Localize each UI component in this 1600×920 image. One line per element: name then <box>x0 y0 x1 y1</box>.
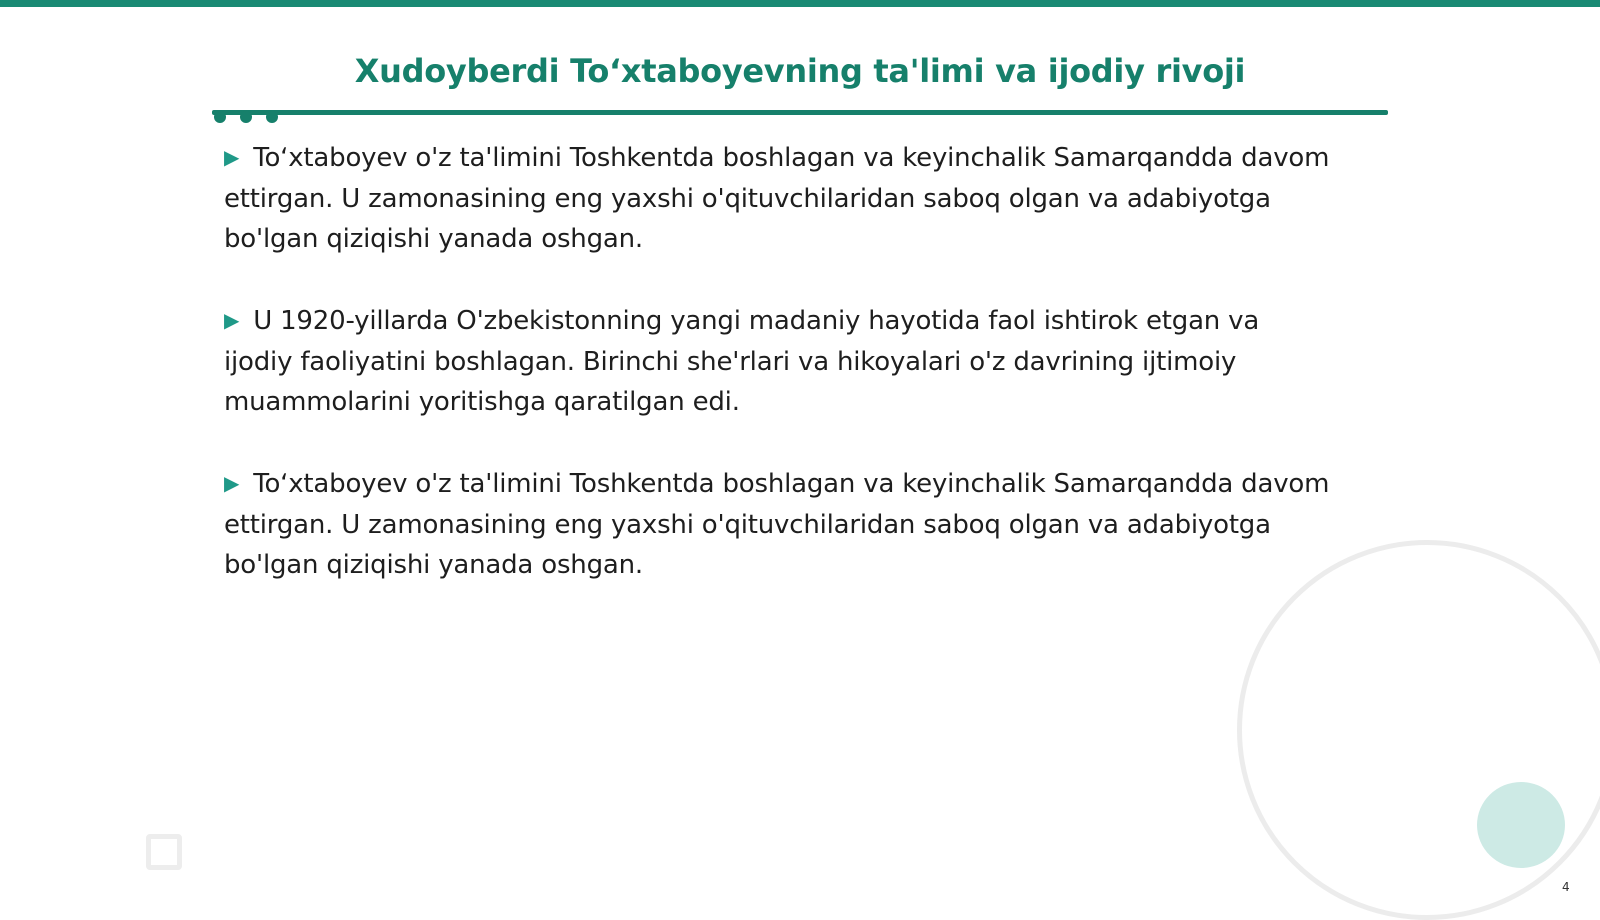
paragraph-text: Toʻxtaboyev o'z ta'limini Toshkentda boshlagan va keyinchalik Samarqandda davom ettirgan. U zamonasining eng yaxshi o'qituvchilaridan saboq olgan va adabiyotga bo'lgan qiziqishi yanada oshgan. <box>224 143 1330 254</box>
page-number: 4 <box>1562 880 1570 894</box>
decor-dot <box>266 111 278 123</box>
slide-title: Xudoyberdi Toʻxtaboyevning ta'limi va ijodiy rivoji <box>354 52 1246 90</box>
decor-teal-circle <box>1477 782 1565 868</box>
decor-dot <box>240 111 252 123</box>
slide-content <box>224 138 1334 627</box>
title-underline <box>212 110 1388 115</box>
decor-circle-outline <box>1237 540 1600 920</box>
bullet-paragraph <box>224 301 1334 422</box>
paragraph-text: U 1920-yillarda O'zbekistonning yangi madaniy hayotida faol ishtirok etgan va ijodiy faoliyatini boshlagan. Birinchi she'rlari va hikoyalari o'z davrining ijtimoiy muammolarini yoritishga qaratilgan edi. <box>224 306 1260 417</box>
decor-dot <box>214 111 226 123</box>
top-accent-bar <box>0 0 1600 7</box>
bullet-paragraph <box>224 464 1334 585</box>
paragraph-text: Toʻxtaboyev o'z ta'limini Toshkentda boshlagan va keyinchalik Samarqandda davom ettirgan. U zamonasining eng yaxshi o'qituvchilaridan saboq olgan va adabiyotga bo'lgan qiziqishi yanada oshgan. <box>224 469 1330 580</box>
decor-square-outline <box>146 834 182 870</box>
triangle-bullet-icon: ▶ <box>224 471 240 495</box>
bullet-paragraph <box>224 138 1334 259</box>
triangle-bullet-icon: ▶ <box>224 145 240 169</box>
triangle-bullet-icon: ▶ <box>224 308 240 332</box>
